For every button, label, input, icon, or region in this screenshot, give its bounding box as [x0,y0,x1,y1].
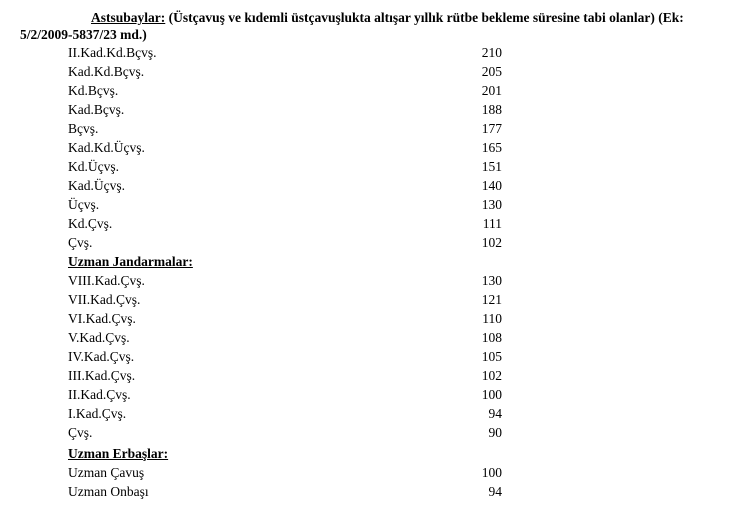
rank-name: Bçvş. [68,121,99,136]
table-row [0,366,742,385]
heading-description: (Üstçavuş ve kıdemli üstçavuşlukta altışar yıllık rütbe bekleme süresine tabi olanlar) (Ek: [165,10,684,25]
rank-value: 94 [488,406,502,421]
table-row [0,347,742,366]
astsubaylar-list [0,43,742,252]
rank-name: Uzman Çavuş [68,465,145,480]
rank-name: III.Kad.Çvş. [68,368,136,383]
rank-value: 201 [481,83,502,98]
table-row [0,463,742,482]
rank-value: 102 [481,235,502,250]
table-row [0,328,742,347]
table-row [0,176,742,195]
rank-name: II.Kad.Kd.Bçvş. [68,45,157,60]
rank-name: Kad.Bçvş. [68,102,125,117]
rank-value: 110 [482,311,502,326]
rank-name: Kd.Bçvş. [68,83,119,98]
rank-value: 121 [481,292,502,307]
table-row [0,119,742,138]
heading-amendment: 5/2/2009-5837/23 md.) [20,27,147,42]
rank-value: 130 [481,197,502,212]
table-row [0,309,742,328]
section-label-astsubaylar: Astsubaylar: [91,10,166,25]
rank-value: 177 [481,121,502,136]
rank-name: Kad.Kd.Bçvş. [68,64,145,79]
rank-value: 210 [481,45,502,60]
table-row [0,385,742,404]
table-row [0,138,742,157]
heading-line-1 [0,9,742,26]
table-row [0,271,742,290]
rank-name: Kd.Çvş. [68,216,113,231]
heading-line-2 [0,26,742,43]
rank-value: 90 [488,425,502,440]
table-row [0,404,742,423]
rank-value: 100 [481,465,502,480]
rank-name: VIII.Kad.Çvş. [68,273,145,288]
rank-value: 108 [481,330,502,345]
table-row [0,157,742,176]
table-row [0,482,742,501]
rank-value: 94 [488,484,502,499]
rank-name: IV.Kad.Çvş. [68,349,135,364]
section-title-uzman-jandarmalar: Uzman Jandarmalar: [68,254,193,269]
rank-value: 130 [481,273,502,288]
rank-value: 140 [481,178,502,193]
rank-name: VII.Kad.Çvş. [68,292,141,307]
rank-name: Kad.Üçvş. [68,178,125,193]
table-row [0,81,742,100]
section-title-uzman-erbaslar: Uzman Erbaşlar: [68,446,169,461]
table-row [0,423,742,442]
rank-name: VI.Kad.Çvş. [68,311,136,326]
table-row [0,62,742,81]
rank-name: Kd.Üçvş. [68,159,119,174]
table-row [0,43,742,62]
uzman-jandarmalar-list [0,271,742,442]
table-row [0,290,742,309]
uzman-erbaslar-list [0,463,742,501]
table-row [0,100,742,119]
rank-value: 105 [481,349,502,364]
rank-value: 151 [481,159,502,174]
rank-name: V.Kad.Çvş. [68,330,130,345]
rank-name: Çvş. [68,425,93,440]
rank-value: 100 [481,387,502,402]
rank-name: Üçvş. [68,197,100,212]
table-row [0,195,742,214]
table-row [0,233,742,252]
rank-name: II.Kad.Çvş. [68,387,131,402]
rank-value: 165 [481,140,502,155]
rank-value: 188 [481,102,502,117]
rank-name: Çvş. [68,235,93,250]
rank-name: Uzman Onbaşı [68,484,149,499]
rank-value: 205 [481,64,502,79]
rank-name: I.Kad.Çvş. [68,406,127,421]
table-row [0,214,742,233]
rank-name: Kad.Kd.Üçvş. [68,140,145,155]
rank-value: 102 [481,368,502,383]
rank-value: 111 [482,216,502,231]
rank-table [0,43,742,501]
